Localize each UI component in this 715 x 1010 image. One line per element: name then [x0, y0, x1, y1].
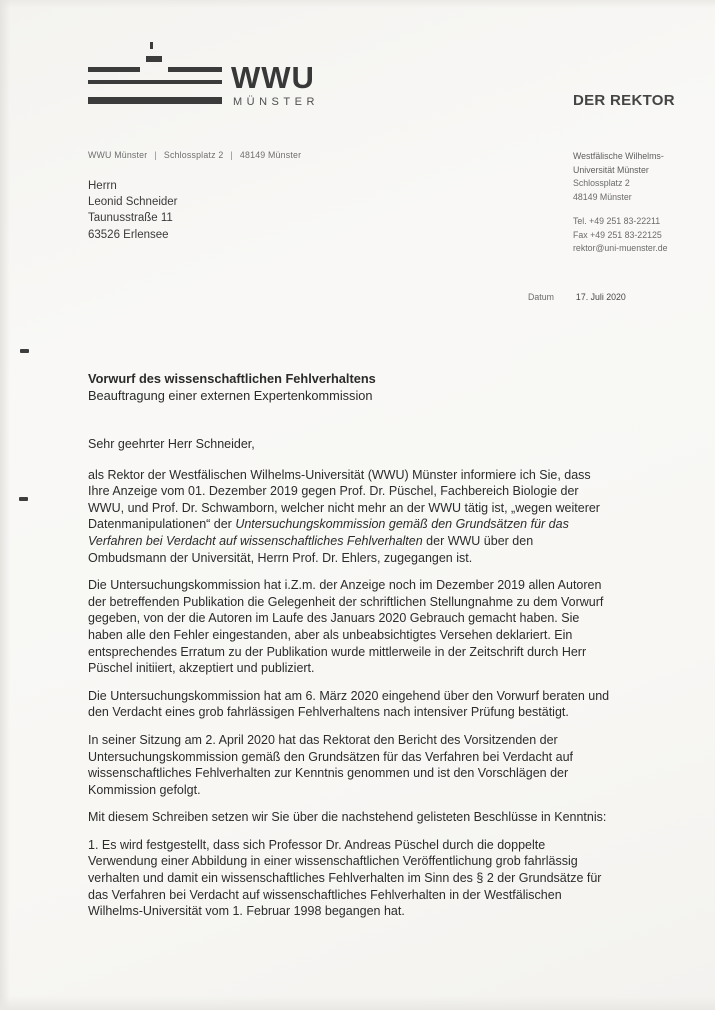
- logo-bar-icon: [88, 80, 222, 84]
- paragraph-text: In seiner Sitzung am 2. April 2020 hat das Rektorat den Bericht des Vorsitzenden der Untersuchungskommission gemäß den Grundsätzen für das Verfahren bei Verdacht auf wissenschaftliches Fehlverhalten zur Kenntnis genommen und ist den Vorschlägen der Kommission gefolgt.: [88, 732, 573, 797]
- paragraph-4: [88, 732, 615, 798]
- contact-info-block: [573, 150, 668, 256]
- date-row: [528, 292, 626, 302]
- recipient-line: Herrn: [88, 180, 117, 192]
- subject-line-2: Beauftragung einer externen Expertenkommission: [88, 387, 373, 403]
- sender-street: Schlossplatz 2: [163, 150, 224, 160]
- paragraph-text: Die Untersuchungskommission hat am 6. März 2020 eingehend über den Vorwurf beraten und den Verdacht eines grob fahrlässigen Fehlverhaltens nach intensiver Prüfung bestätigt.: [88, 688, 610, 720]
- wwu-logo: [88, 40, 319, 110]
- separator: |: [154, 150, 157, 160]
- contact-address-line: Universität Münster: [573, 164, 649, 175]
- department-title: DER REKTOR: [573, 92, 675, 109]
- subject-block: [88, 371, 376, 404]
- paragraph-text-italic: Untersuchungskommission gemäß den Grundsätzen für das Verfahren bei Verdacht auf wissenschaftliches Fehlverhalten: [88, 517, 569, 548]
- contact-email: rektor@uni-muenster.de: [573, 243, 668, 253]
- paragraph-1: [88, 467, 615, 567]
- contact-address-line: Westfälische Wilhelms-: [573, 151, 664, 161]
- fold-mark-top: [20, 349, 29, 353]
- contact-phone: Tel. +49 251 83-22211: [573, 216, 661, 226]
- paragraph-6-decision-1: [88, 837, 615, 920]
- fold-mark-bottom: [19, 497, 28, 501]
- paragraph-text: als Rektor der Westfälischen Wilhelms-Universität (WWU) Münster informiere ich Sie, dass Ihre Anzeige vom 01. Dezember 2019 gegen Prof. Dr. Püschel, Fachbereich Biologie der WWU, und Prof. Dr. Schwamborn, welcher nicht mehr an der WWU tätig ist, „wegen weiterer Datenmanipulationen“ der: [88, 467, 600, 532]
- paragraph-text: Mit diesem Schreiben setzen wir Sie über die nachstehend gelisteten Beschlüsse in Kenntnis:: [88, 810, 607, 825]
- separator: |: [230, 150, 233, 160]
- paragraph-text: der WWU über den Ombudsmann der Universität, Herrn Prof. Dr. Ehlers, zugegangen ist.: [88, 533, 534, 565]
- logo-castle-base-icon: [146, 56, 162, 62]
- scan-top-edge: [0, 0, 715, 8]
- salutation: Sehr geehrter Herr Schneider,: [88, 437, 255, 451]
- sender-return-address: [88, 150, 301, 160]
- contact-address-line: 48149 Münster: [573, 191, 632, 202]
- date-value: 17. Juli 2020: [575, 292, 626, 302]
- paragraph-5: [88, 809, 615, 826]
- contact-fax: Fax +49 251 83-22125: [573, 229, 662, 240]
- logo-bar-icon: [88, 97, 222, 104]
- letter-body: [88, 436, 615, 931]
- logo-brand-text: WWU: [231, 60, 315, 95]
- paragraph-text: Die Untersuchungskommission hat i.Z.m. der Anzeige noch im Dezember 2019 allen Autoren der betreffenden Publikation die Gelegenheit der schriftlichen Stellungnahme zu dem Vorwurf gegeben, von der die Autoren im Laufe des Januars 2020 Gebrauch gemacht haben. Sie haben alle den Fehler eingestanden, aber als unbeabsichtigtes Versehen deklariert. Ein entsprechendes Erratum zu der Publikation wurde mittlerweile in der Zeitschrift durch Herr Püschel initiiert, akzeptiert und publiziert.: [88, 578, 604, 676]
- logo-bar-icon: [88, 67, 140, 72]
- recipient-line: 63526 Erlensee: [88, 228, 169, 241]
- logo-bar-icon: [168, 67, 222, 72]
- logo-city-text: MÜNSTER: [233, 96, 319, 108]
- scan-bottom-edge: [0, 996, 715, 1010]
- date-label: Datum: [528, 292, 554, 302]
- recipient-line: Leonid Schneider: [88, 196, 178, 209]
- sender-name: WWU Münster: [88, 150, 148, 160]
- scan-left-edge: [0, 0, 10, 1010]
- sender-city: 48149 Münster: [239, 150, 302, 160]
- logo-wordmark: [231, 62, 319, 108]
- subject-line-1: Vorwurf des wissenschaftlichen Fehlverhaltens: [88, 371, 376, 386]
- paragraph-3: [88, 688, 615, 721]
- contact-address-line: Schlossplatz 2: [573, 178, 630, 188]
- recipient-line: Taunusstraße 11: [88, 212, 173, 225]
- paragraph-text: 1. Es wird festgestellt, dass sich Professor Dr. Andreas Püschel durch die doppelte Verwendung einer Abbildung in einer wissenschaftlichen Veröffentlichung grob fahrlässig verhalten und damit ein wissenschaftliches Fehlverhalten im Sinn des § 2 der Grundsätze für das Verfahren bei Verdacht auf wissenschaftliches Fehlverhalten in der Westfälischen Wilhelms-Universität vom 1. Februar 1998 begangen hat.: [88, 837, 602, 919]
- spacer: [573, 204, 668, 215]
- logo-castle-tower-icon: [150, 42, 153, 49]
- recipient-address-block: [88, 178, 178, 243]
- paragraph-2: [88, 577, 615, 677]
